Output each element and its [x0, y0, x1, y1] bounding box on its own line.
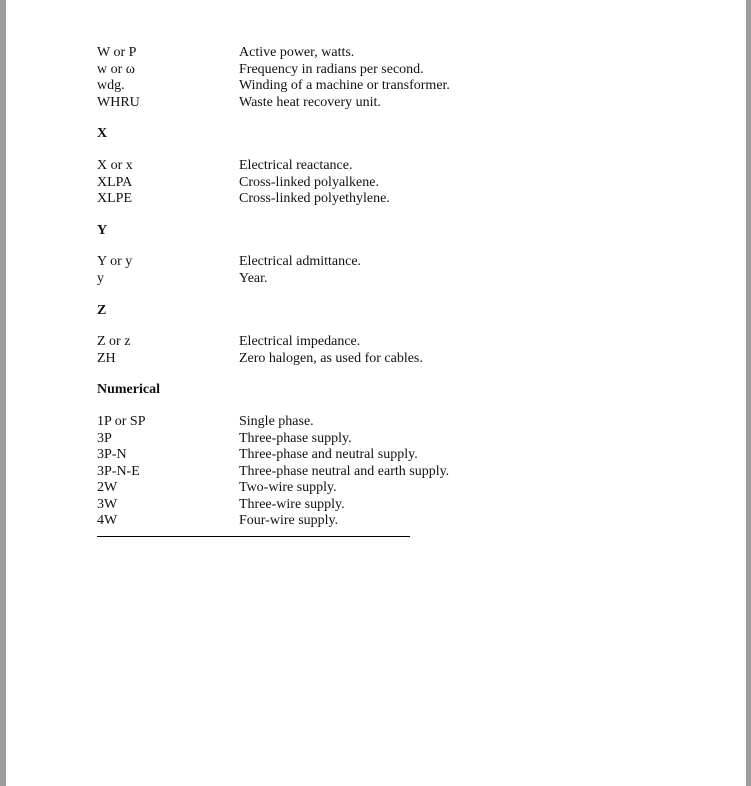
- section-heading: Z: [97, 302, 107, 318]
- entry-definition: Cross-linked polyalkene.: [239, 174, 379, 190]
- entry-definition: Three-phase neutral and earth supply.: [239, 463, 450, 479]
- glossary-entry: [97, 191, 497, 208]
- glossary-entry: [97, 271, 497, 288]
- entry-definition: Two-wire supply.: [239, 480, 337, 496]
- glossary-entry: [97, 431, 497, 448]
- glossary-entry: [97, 447, 497, 464]
- entry-definition: Four-wire supply.: [239, 513, 339, 529]
- glossary-entry: [97, 175, 497, 192]
- entry-term: XLPE: [97, 191, 132, 207]
- entry-definition: Waste heat recovery unit.: [239, 94, 381, 110]
- entry-definition: Year.: [239, 270, 268, 286]
- glossary-entry: [97, 62, 497, 79]
- glossary-section-x: [97, 111, 497, 207]
- section-heading: X: [97, 126, 108, 142]
- glossary-entry: [97, 480, 497, 497]
- viewer-right-border: [746, 0, 751, 786]
- entry-term: XLPA: [97, 174, 133, 190]
- entry-definition: Winding of a machine or transformer.: [239, 78, 450, 94]
- entry-term: 2W: [97, 480, 118, 496]
- glossary-entry: [97, 513, 497, 530]
- entry-term: ZH: [97, 350, 116, 366]
- entry-term: 3P-N-E: [97, 463, 140, 479]
- glossary-section-z: [97, 288, 497, 368]
- entry-definition: Electrical reactance.: [239, 157, 353, 173]
- entry-term: WHRU: [97, 94, 140, 110]
- entry-definition: Electrical admittance.: [239, 254, 362, 270]
- glossary-section-w: [97, 45, 497, 111]
- entry-term: 3W: [97, 496, 118, 512]
- glossary-entry: [97, 334, 497, 351]
- entry-term: y: [97, 270, 104, 286]
- end-of-list-rule: [97, 536, 410, 537]
- entry-definition: Single phase.: [239, 413, 314, 429]
- entry-term: X or x: [97, 157, 133, 173]
- entry-term: 1P or SP: [97, 413, 146, 429]
- entry-term: 3P: [97, 430, 112, 446]
- glossary-entry: [97, 414, 497, 431]
- glossary-entry: [97, 351, 497, 368]
- glossary-entry: [97, 95, 497, 112]
- entry-definition: Three-phase supply.: [239, 430, 352, 446]
- entry-definition: Active power, watts.: [239, 45, 355, 60]
- entry-definition: Zero halogen, as used for cables.: [239, 350, 423, 366]
- glossary-page: [97, 45, 497, 530]
- viewer-left-border: [0, 0, 6, 786]
- entry-term: wdg.: [97, 78, 125, 94]
- section-heading: Y: [97, 222, 108, 238]
- section-heading: Numerical: [97, 382, 160, 398]
- entry-term: Y or y: [97, 254, 133, 270]
- glossary-entry: [97, 464, 497, 481]
- entry-definition: Cross-linked polyethylene.: [239, 191, 390, 207]
- entry-term: 3P-N: [97, 447, 127, 463]
- glossary-entry: [97, 254, 497, 271]
- glossary-section-numerical: [97, 367, 497, 530]
- glossary-section-y: [97, 208, 497, 288]
- glossary-entry: [97, 45, 497, 62]
- entry-definition: Three-phase and neutral supply.: [239, 447, 418, 463]
- entry-definition: Frequency in radians per second.: [239, 61, 424, 77]
- entry-term: w or ω: [97, 61, 135, 77]
- glossary-entry: [97, 497, 497, 514]
- entry-definition: Electrical impedance.: [239, 334, 361, 350]
- entry-term: 4W: [97, 513, 118, 529]
- glossary-entry: [97, 158, 497, 175]
- entry-term: W or P: [97, 45, 137, 60]
- glossary-entry: [97, 78, 497, 95]
- entry-term: Z or z: [97, 334, 131, 350]
- entry-definition: Three-wire supply.: [239, 496, 345, 512]
